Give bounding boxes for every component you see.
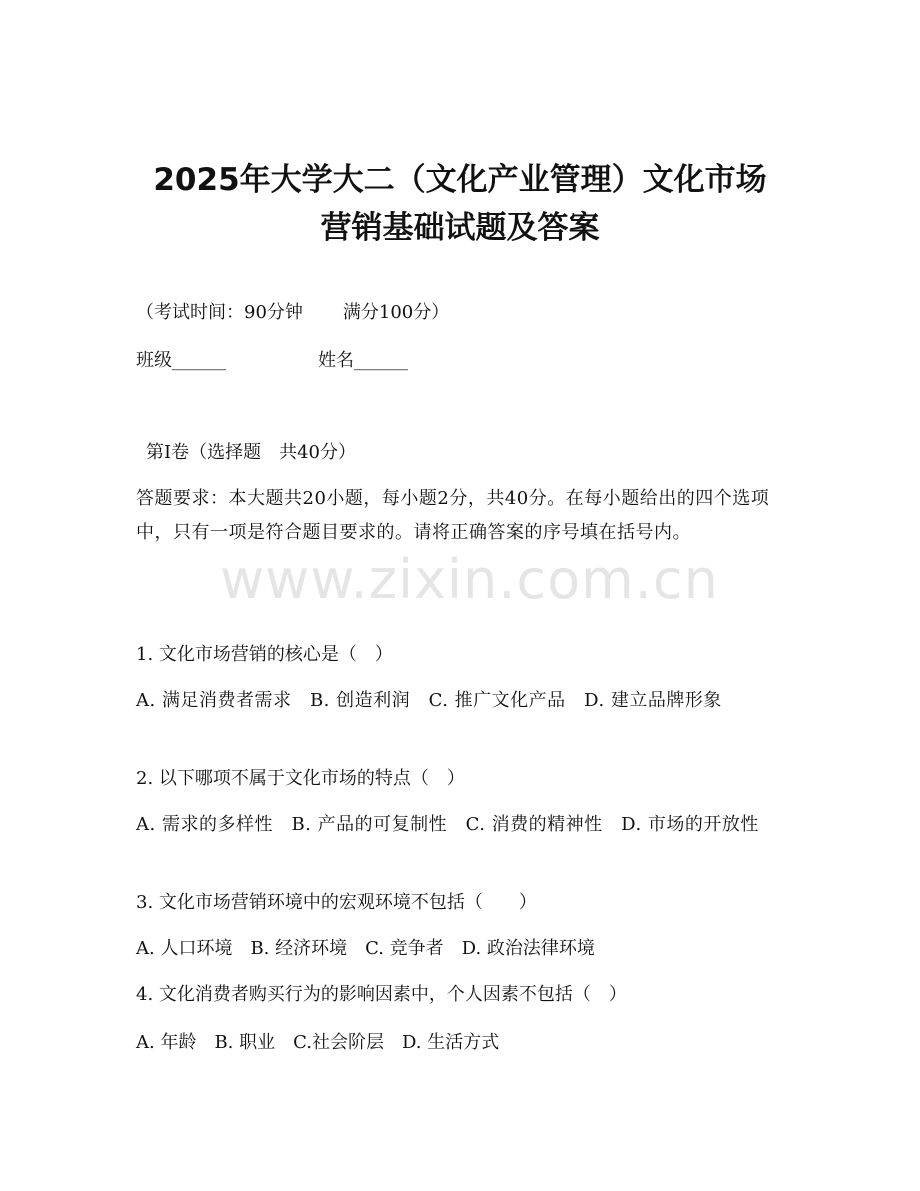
- class-field-label: 班级______: [136, 350, 226, 371]
- full-score: 满分100分）: [342, 302, 450, 323]
- question-1-stem: 1. 文化市场营销的核心是（ ）: [136, 644, 393, 665]
- exam-time: （考试时间：90分钟: [136, 302, 303, 323]
- question-3-stem: 3. 文化市场营销环境中的宏观环境不包括（ ）: [136, 892, 537, 913]
- student-info: [136, 344, 786, 378]
- question-2-stem: 2. 以下哪项不属于文化市场的特点（ ）: [136, 768, 465, 789]
- question-4-stem: 4. 文化消费者购买行为的影响因素中，个人因素不包括（ ）: [136, 984, 627, 1005]
- name-field-label: 姓名______: [318, 350, 408, 371]
- document-title-line-2: 营销基础试题及答案: [320, 210, 600, 246]
- exam-info: [136, 296, 786, 330]
- question-4-options: A. 年龄 B. 职业 C.社会阶层 D. 生活方式: [136, 1032, 500, 1053]
- question-2-options: A. 需求的多样性 B. 产品的可复制性 C. 消费的精神性 D. 市场的开放性: [136, 814, 759, 835]
- section-heading: 第Ⅰ卷（选择题 共40分）: [146, 442, 357, 463]
- question-3-options: A. 人口环境 B. 经济环境 C. 竞争者 D. 政治法律环境: [136, 938, 595, 959]
- document-title-line-1: 2025年大学大二（文化产业管理）文化市场: [153, 162, 767, 198]
- answer-instructions: 答题要求：本大题共20小题，每小题2分，共40分。在每小题给出的四个选项中，只有一项是符合题目要求的。请将正确答案的序号填在括号内。: [136, 488, 770, 543]
- watermark: www.zixin.com.cn: [220, 548, 719, 611]
- question-1-options: A. 满足消费者需求 B. 创造利润 C. 推广文化产品 D. 建立品牌形象: [136, 690, 722, 711]
